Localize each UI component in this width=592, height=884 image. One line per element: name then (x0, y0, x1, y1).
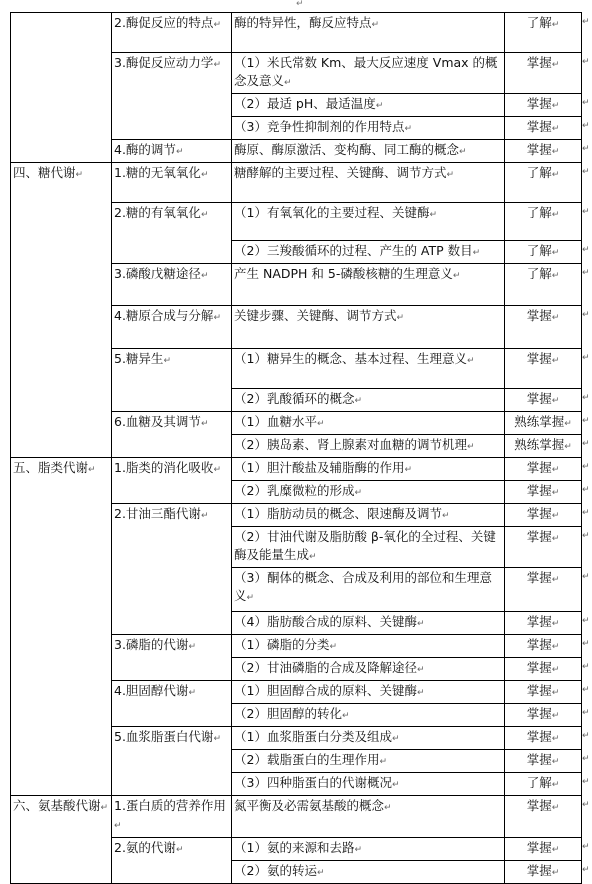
level-text: 掌握 (527, 308, 552, 323)
level-text: 熟练掌握 (514, 414, 564, 429)
content-text: （2）乳糜微粒的形成 (234, 483, 354, 498)
paragraph-mark: ↵ (76, 170, 84, 180)
row-end-mark: ↵ (582, 306, 592, 349)
content-cell (232, 704, 505, 727)
topic-label: 5.糖异生 (114, 351, 163, 366)
paragraph-mark: ↵ (201, 210, 209, 220)
paragraph-mark: ↵ (552, 688, 560, 698)
paragraph-mark: ↵ (404, 124, 412, 134)
topic-label: 3.磷脂的代谢 (114, 637, 188, 652)
paragraph-mark: ↵ (552, 711, 560, 721)
paragraph-mark: ↵ (296, 0, 304, 9)
paragraph-mark: ↵ (88, 465, 96, 475)
level-cell (505, 412, 582, 435)
topic-cell (112, 458, 232, 504)
content-text: （2）载脂蛋白的生理作用 (234, 752, 379, 767)
paragraph-mark: ↵ (201, 170, 209, 180)
level-cell (505, 861, 582, 884)
topic-label: 4.糖原合成与分解 (114, 308, 213, 323)
topic-cell (112, 53, 232, 140)
paragraph-mark: ↵ (188, 688, 196, 698)
content-cell (232, 681, 505, 704)
level-cell (505, 458, 582, 481)
paragraph-mark: ↵ (317, 419, 325, 429)
content-text: （1）胆固醇合成的原料、关键酶 (234, 683, 417, 698)
content-text: （1）血浆脂蛋白分类及组成 (234, 729, 392, 744)
paragraph-mark: ↵ (201, 511, 209, 521)
level-text: 熟练掌握 (514, 437, 564, 452)
row-end-mark: ↵ (582, 412, 592, 435)
content-cell (232, 773, 505, 796)
paragraph-mark: ↵ (213, 313, 221, 323)
content-text: （2）最适 pH、最适温度 (234, 96, 376, 111)
paragraph-mark: ↵ (379, 757, 387, 767)
content-cell (232, 481, 505, 504)
paragraph-mark: ↵ (354, 488, 362, 498)
paragraph-mark: ↵ (213, 60, 221, 70)
paragraph-mark: ↵ (552, 868, 560, 878)
syllabus-table (10, 12, 592, 884)
content-text: （3）酮体的概念、合成及利用的部位和生理意义 (234, 570, 492, 603)
level-cell (505, 504, 582, 527)
paragraph-mark: ↵ (552, 271, 560, 281)
section-cell (11, 458, 112, 796)
content-cell (232, 241, 505, 264)
topic-label: 6.血糖及其调节 (114, 414, 201, 429)
row-end-mark: ↵ (582, 750, 592, 773)
topic-label: 1.蛋白质的营养作用 (114, 798, 226, 813)
level-cell (505, 658, 582, 681)
row-end-mark: ↵ (582, 635, 592, 658)
level-cell (505, 435, 582, 458)
level-text: 掌握 (527, 529, 552, 544)
content-text: （1）糖异生的概念、基本过程、生理意义 (234, 351, 467, 366)
row-end-mark: ↵ (582, 727, 592, 750)
level-text: 了解 (527, 15, 552, 30)
row-end-mark: ↵ (582, 568, 592, 612)
topic-cell (112, 203, 232, 264)
paragraph-mark: ↵ (201, 419, 209, 429)
content-text: （4）脂肪酸合成的原料、关键酶 (234, 614, 417, 629)
level-text: 了解 (527, 266, 552, 281)
level-text: 了解 (527, 165, 552, 180)
level-cell (505, 750, 582, 773)
content-cell (232, 13, 505, 53)
table-row (11, 163, 592, 203)
row-end-mark: ↵ (582, 612, 592, 635)
level-text: 掌握 (527, 460, 552, 475)
content-text: （2）胰岛素、肾上腺素对血糖的调节机理 (234, 437, 467, 452)
content-cell (232, 504, 505, 527)
content-cell (232, 203, 505, 241)
paragraph-mark: ↵ (201, 271, 209, 281)
section-label: 四、糖代谢 (13, 165, 76, 180)
row-end-mark: ↵ (582, 681, 592, 704)
level-cell (505, 635, 582, 658)
level-text: 掌握 (527, 506, 552, 521)
paragraph-mark: ↵ (447, 170, 455, 180)
topic-cell (112, 504, 232, 635)
content-text: （1）米氏常数 Km、最大反应速度 Vmax 的概念及意义 (234, 55, 498, 88)
paragraph-mark: ↵ (552, 124, 560, 134)
paragraph-mark: ↵ (552, 780, 560, 790)
level-cell (505, 796, 582, 838)
row-end-mark: ↵ (582, 838, 592, 861)
topic-cell (112, 13, 232, 53)
content-cell (232, 568, 505, 612)
paragraph-mark: ↵ (552, 665, 560, 675)
row-end-mark: ↵ (582, 53, 592, 94)
content-cell (232, 163, 505, 203)
level-cell (505, 527, 582, 568)
level-text: 了解 (527, 243, 552, 258)
paragraph-mark: ↵ (317, 868, 325, 878)
level-text: 掌握 (527, 119, 552, 134)
paragraph-mark: ↵ (176, 147, 184, 157)
level-text: 掌握 (527, 351, 552, 366)
level-cell (505, 727, 582, 750)
content-text: （1）脂肪动员的概念、限速酶及调节 (234, 506, 442, 521)
content-text: （1）胆汁酸盐及辅脂酶的作用 (234, 460, 404, 475)
level-cell (505, 13, 582, 53)
paragraph-mark: ↵ (163, 356, 171, 366)
topic-label: 1.糖的无氧氧化 (114, 165, 201, 180)
row-end-mark: ↵ (582, 203, 592, 241)
paragraph-mark: ↵ (552, 210, 560, 220)
table-row (11, 13, 592, 53)
paragraph-mark: ↵ (552, 575, 560, 585)
row-end-mark: ↵ (582, 504, 592, 527)
topic-label: 2.糖的有氧氧化 (114, 205, 201, 220)
row-end-mark: ↵ (582, 94, 592, 117)
paragraph-mark: ↵ (473, 248, 481, 258)
paragraph-mark: ↵ (392, 780, 400, 790)
paragraph-mark: ↵ (564, 442, 572, 452)
level-cell (505, 681, 582, 704)
topic-cell (112, 796, 232, 838)
paragraph-mark: ↵ (552, 511, 560, 521)
row-end-mark: ↵ (582, 117, 592, 140)
paragraph-mark: ↵ (552, 60, 560, 70)
content-text: （1）血糖水平 (234, 414, 317, 429)
topic-cell (112, 163, 232, 203)
row-end-mark: ↵ (582, 704, 592, 727)
table-row (11, 458, 592, 481)
paragraph-mark: ↵ (404, 465, 412, 475)
content-cell (232, 435, 505, 458)
content-cell (232, 140, 505, 163)
paragraph-mark: ↵ (329, 642, 337, 652)
paragraph-mark: ↵ (552, 734, 560, 744)
paragraph-mark: ↵ (552, 356, 560, 366)
paragraph-mark: ↵ (552, 313, 560, 323)
paragraph-mark: ↵ (552, 101, 560, 111)
level-text: 掌握 (527, 391, 552, 406)
content-text: （1）有氧氧化的主要过程、关键酶 (234, 205, 429, 220)
row-end-mark: ↵ (582, 349, 592, 389)
paragraph-mark: ↵ (467, 356, 475, 366)
level-cell (505, 306, 582, 349)
row-end-mark: ↵ (582, 481, 592, 504)
paragraph-mark: ↵ (417, 688, 425, 698)
content-cell (232, 53, 505, 94)
paragraph-mark: ↵ (114, 821, 122, 831)
section-cell (11, 796, 112, 884)
content-text: （2）甘油代谢及脂肪酸 β-氧化的全过程、关键酶及能量生成 (234, 529, 496, 562)
row-end-mark: ↵ (582, 796, 592, 838)
content-cell (232, 264, 505, 306)
paragraph-mark: ↵ (453, 271, 461, 281)
content-text: 产生 NADPH 和 5-磷酸核糖的生理意义 (234, 266, 453, 281)
row-end-mark: ↵ (582, 140, 592, 163)
content-text: 氮平衡及必需氨基酸的概念 (234, 798, 384, 813)
topic-label: 4.酶的调节 (114, 142, 176, 157)
level-text: 掌握 (527, 142, 552, 157)
paragraph-mark: ↵ (213, 734, 221, 744)
topic-label: 2.甘油三酯代谢 (114, 506, 201, 521)
level-cell (505, 704, 582, 727)
content-cell (232, 658, 505, 681)
paragraph-mark: ↵ (213, 20, 221, 30)
row-end-mark: ↵ (582, 163, 592, 203)
paragraph-mark: ↵ (342, 711, 350, 721)
topic-cell (112, 635, 232, 681)
content-cell (232, 117, 505, 140)
paragraph-mark: ↵ (552, 488, 560, 498)
row-end-mark: ↵ (582, 458, 592, 481)
topic-cell (112, 727, 232, 796)
topic-label: 4.胆固醇代谢 (114, 683, 188, 698)
topic-label: 2.氨的代谢 (114, 840, 176, 855)
content-cell (232, 612, 505, 635)
level-cell (505, 53, 582, 94)
paragraph-mark: ↵ (467, 442, 475, 452)
row-end-mark: ↵ (582, 861, 592, 884)
level-text: 掌握 (527, 840, 552, 855)
content-cell (232, 412, 505, 435)
topic-label: 3.磷酸戊糖途径 (114, 266, 201, 281)
paragraph-mark: ↵ (354, 396, 362, 406)
content-cell (232, 306, 505, 349)
row-end-mark: ↵ (582, 241, 592, 264)
row-end-mark: ↵ (582, 264, 592, 306)
paragraph-mark: ↵ (552, 534, 560, 544)
level-cell (505, 568, 582, 612)
paragraph-mark: ↵ (417, 665, 425, 675)
level-cell (505, 140, 582, 163)
content-text: （1）氨的来源和去路 (234, 840, 354, 855)
topic-cell (112, 349, 232, 412)
topic-label: 2.酶促反应的特点 (114, 15, 213, 30)
topic-label: 5.血浆脂蛋白代谢 (114, 729, 213, 744)
level-text: 掌握 (527, 706, 552, 721)
paragraph-mark: ↵ (552, 845, 560, 855)
row-end-mark: ↵ (582, 773, 592, 796)
paragraph-mark: ↵ (309, 552, 317, 562)
paragraph-mark: ↵ (392, 734, 400, 744)
level-cell (505, 203, 582, 241)
level-text: 了解 (527, 205, 552, 220)
paragraph-mark: ↵ (417, 619, 425, 629)
level-text: 掌握 (527, 729, 552, 744)
level-text: 掌握 (527, 798, 552, 813)
level-cell (505, 264, 582, 306)
level-cell (505, 838, 582, 861)
content-cell (232, 94, 505, 117)
content-cell (232, 838, 505, 861)
content-cell (232, 458, 505, 481)
paragraph-mark: ↵ (101, 803, 109, 813)
paragraph-mark: ↵ (552, 642, 560, 652)
paragraph-mark: ↵ (354, 845, 362, 855)
level-cell (505, 349, 582, 389)
level-text: 掌握 (527, 96, 552, 111)
paragraph-mark: ↵ (188, 642, 196, 652)
level-text: 掌握 (527, 637, 552, 652)
content-text: （2）甘油磷脂的合成及降解途径 (234, 660, 417, 675)
topic-cell (112, 306, 232, 349)
paragraph-mark: ↵ (459, 147, 467, 157)
content-text: （3）四种脂蛋白的代谢概况 (234, 775, 392, 790)
row-end-mark: ↵ (582, 658, 592, 681)
level-text: 掌握 (527, 570, 552, 585)
paragraph-mark: ↵ (552, 619, 560, 629)
paragraph-mark: ↵ (384, 803, 392, 813)
content-text: （3）竞争性抑制剂的作用特点 (234, 119, 404, 134)
content-cell (232, 349, 505, 389)
content-cell (232, 861, 505, 884)
topic-label: 3.酶促反应动力学 (114, 55, 213, 70)
paragraph-mark: ↵ (552, 147, 560, 157)
row-end-mark: ↵ (582, 435, 592, 458)
section-label: 六、氨基酸代谢 (13, 798, 101, 813)
level-text: 掌握 (527, 752, 552, 767)
paragraph-mark: ↵ (552, 465, 560, 475)
paragraph-mark: ↵ (284, 78, 292, 88)
paragraph-mark: ↵ (552, 20, 560, 30)
content-text: （2）氨的转运 (234, 863, 317, 878)
content-text: 糖酵解的主要过程、关键酶、调节方式 (234, 165, 447, 180)
level-cell (505, 117, 582, 140)
content-text: （2）乳酸循环的概念 (234, 391, 354, 406)
level-text: 掌握 (527, 683, 552, 698)
level-cell (505, 94, 582, 117)
content-cell (232, 727, 505, 750)
level-text: 掌握 (527, 483, 552, 498)
section-cell (11, 13, 112, 163)
syllabus-table-body (11, 13, 592, 884)
paragraph-mark: ↵ (564, 419, 572, 429)
paragraph-mark: ↵ (552, 248, 560, 258)
content-text: 关键步骤、关键酶、调节方式 (234, 308, 397, 323)
paragraph-mark: ↵ (552, 170, 560, 180)
topic-label: 1.脂类的消化吸收 (114, 460, 213, 475)
content-cell (232, 750, 505, 773)
content-text: （1）磷脂的分类 (234, 637, 329, 652)
paragraph-mark: ↵ (552, 803, 560, 813)
level-cell (505, 481, 582, 504)
paragraph-mark: ↵ (372, 20, 380, 30)
paragraph-mark: ↵ (397, 313, 405, 323)
topic-cell (112, 412, 232, 458)
paragraph-mark: ↵ (552, 396, 560, 406)
content-cell (232, 635, 505, 658)
table-row (11, 796, 592, 838)
level-text: 掌握 (527, 55, 552, 70)
level-cell (505, 241, 582, 264)
level-cell (505, 389, 582, 412)
content-text: （2）胆固醇的转化 (234, 706, 342, 721)
row-end-mark: ↵ (582, 13, 592, 53)
topic-cell (112, 140, 232, 163)
paragraph-mark: ↵ (176, 845, 184, 855)
content-text: （2）三羧酸循环的过程、产生的 ATP 数目 (234, 243, 473, 258)
paragraph-mark: ↵ (376, 101, 384, 111)
topic-cell (112, 838, 232, 884)
paragraph-mark: ↵ (442, 511, 450, 521)
row-end-mark: ↵ (582, 389, 592, 412)
topic-cell (112, 681, 232, 727)
content-text: 酶的特异性，酶反应特点 (234, 15, 372, 30)
level-text: 掌握 (527, 863, 552, 878)
content-text: 酶原、酶原激活、变构酶、同工酶的概念 (234, 142, 459, 157)
level-text: 掌握 (527, 660, 552, 675)
level-cell (505, 773, 582, 796)
level-text: 掌握 (527, 614, 552, 629)
content-cell (232, 389, 505, 412)
level-text: 了解 (527, 775, 552, 790)
content-cell (232, 527, 505, 568)
paragraph-mark: ↵ (429, 210, 437, 220)
section-cell (11, 163, 112, 458)
level-cell (505, 163, 582, 203)
topic-cell (112, 264, 232, 306)
row-end-mark: ↵ (582, 527, 592, 568)
content-cell (232, 796, 505, 838)
level-cell (505, 612, 582, 635)
paragraph-mark: ↵ (552, 757, 560, 767)
paragraph-mark: ↵ (247, 593, 255, 603)
section-label: 五、脂类代谢 (13, 460, 88, 475)
paragraph-mark: ↵ (213, 465, 221, 475)
